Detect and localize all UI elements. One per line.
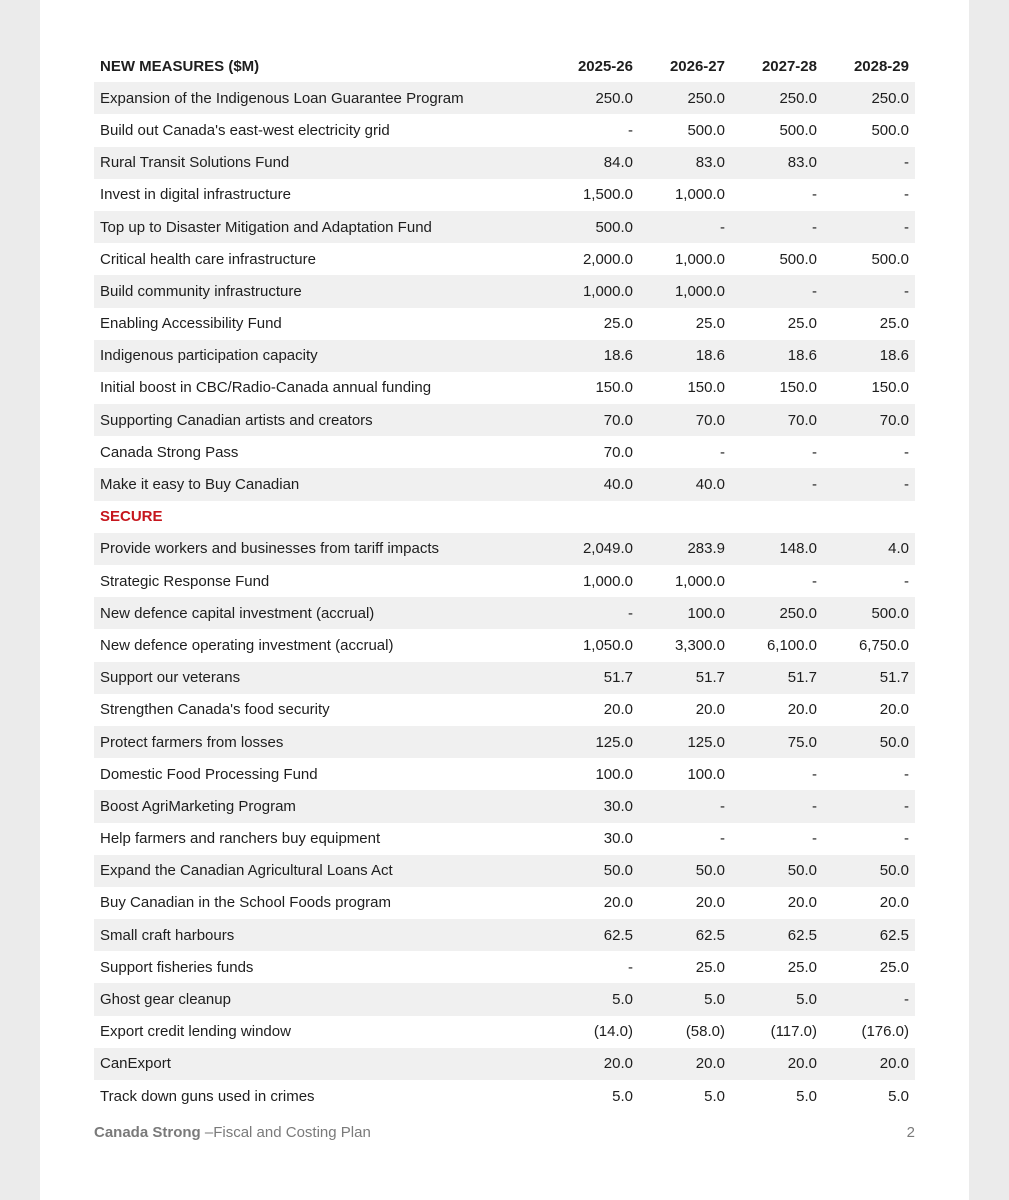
amount-cell: 148.0	[731, 533, 823, 565]
page-footer	[94, 1124, 915, 1141]
amount-cell: 25.0	[879, 315, 909, 333]
amount-cell: 51.7	[823, 662, 915, 694]
amount-cell: 1,500.0	[582, 186, 633, 204]
amount-cell: 1,000.0	[639, 275, 731, 307]
amount-cell: 18.6	[731, 340, 823, 372]
table-header-row	[94, 50, 915, 82]
amount-cell: -	[731, 275, 823, 307]
table-row	[94, 565, 915, 597]
amount-cell: 150.0	[779, 379, 817, 397]
amount-cell: 20.0	[695, 894, 725, 912]
year-header: 2025-26	[577, 57, 633, 75]
measure-label: Enabling Accessibility Fund	[100, 315, 282, 333]
amount-cell: -	[639, 211, 731, 243]
table-row	[94, 694, 915, 726]
amount-cell: (117.0)	[770, 1023, 817, 1041]
measure-label: Track down guns used in crimes	[100, 1087, 315, 1105]
amount-cell: 40.0	[547, 468, 639, 500]
amount-cell: 75.0	[731, 726, 823, 758]
measure-label: Buy Canadian in the School Foods program	[100, 894, 392, 912]
amount-cell: 20.0	[547, 1048, 639, 1080]
amount-cell: -	[812, 765, 817, 783]
table-row	[94, 855, 915, 887]
amount-cell: 250.0	[823, 82, 915, 114]
measure-label: Critical health care infrastructure	[100, 250, 316, 268]
measure-label: Invest in digital infrastructure	[100, 186, 291, 204]
amount-cell: 62.5	[547, 919, 639, 951]
amount-cell: -	[731, 211, 823, 243]
year-header: 2026-27	[669, 57, 725, 75]
amount-cell: 6,100.0	[766, 636, 817, 654]
amount-cell: 5.0	[704, 1087, 725, 1105]
amount-cell: 250.0	[731, 597, 823, 629]
amount-cell: 62.5	[731, 919, 823, 951]
year-header: 2027-28	[761, 57, 817, 75]
measure-label: Export credit lending window	[100, 1023, 291, 1041]
measure-label: Build out Canada's east-west electricity grid	[100, 121, 390, 139]
amount-cell: -	[904, 765, 909, 783]
amount-cell: 30.0	[603, 830, 633, 848]
table-row	[94, 983, 915, 1015]
amount-cell: -	[812, 572, 817, 590]
measure-label: Boost AgriMarketing Program	[94, 790, 547, 822]
measure-label: Ghost gear cleanup	[94, 983, 547, 1015]
table-header-label: NEW MEASURES ($M)	[100, 57, 260, 75]
amount-cell: 25.0	[787, 315, 817, 333]
amount-cell: -	[904, 572, 909, 590]
amount-cell: 30.0	[547, 790, 639, 822]
amount-cell: -	[823, 275, 915, 307]
amount-cell: 50.0	[823, 726, 915, 758]
table-row	[94, 308, 915, 340]
amount-cell: 50.0	[823, 855, 915, 887]
amount-cell: 25.0	[879, 958, 909, 976]
measure-label: New defence operating investment (accrual)	[100, 636, 394, 654]
amount-cell: 70.0	[547, 404, 639, 436]
amount-cell: 1,000.0	[582, 572, 633, 590]
amount-cell: 125.0	[547, 726, 639, 758]
amount-cell: 62.5	[823, 919, 915, 951]
amount-cell: 150.0	[871, 379, 909, 397]
amount-cell: 20.0	[787, 701, 817, 719]
amount-cell: 125.0	[639, 726, 731, 758]
amount-cell: -	[547, 597, 639, 629]
amount-cell: -	[904, 443, 909, 461]
year-header: 2028-29	[853, 57, 909, 75]
measure-label: Rural Transit Solutions Fund	[94, 147, 547, 179]
amount-cell: 500.0	[687, 121, 725, 139]
amount-cell: 5.0	[796, 1087, 817, 1105]
amount-cell: -	[823, 790, 915, 822]
amount-cell: 500.0	[823, 597, 915, 629]
table-row	[94, 790, 915, 822]
amount-cell: 50.0	[639, 855, 731, 887]
amount-cell: 5.0	[731, 983, 823, 1015]
amount-cell: 6,750.0	[858, 636, 909, 654]
measure-label: Supporting Canadian artists and creators	[94, 404, 547, 436]
table-row	[94, 243, 915, 275]
amount-cell: 20.0	[603, 894, 633, 912]
amount-cell: -	[812, 830, 817, 848]
amount-cell: 18.6	[823, 340, 915, 372]
table-body	[94, 82, 915, 1112]
amount-cell: 1,050.0	[582, 636, 633, 654]
amount-cell: -	[823, 147, 915, 179]
measure-label: Help farmers and ranchers buy equipment	[100, 830, 381, 848]
footer-subtitle: –Fiscal and Costing Plan	[204, 1124, 371, 1141]
amount-cell: 40.0	[639, 468, 731, 500]
table-row	[94, 1080, 915, 1112]
footer-brand: Canada Strong	[94, 1124, 201, 1141]
amount-cell: 25.0	[695, 315, 725, 333]
amount-cell: 4.0	[823, 533, 915, 565]
amount-cell: (176.0)	[861, 1023, 909, 1041]
amount-cell: 20.0	[731, 1048, 823, 1080]
amount-cell: 500.0	[547, 211, 639, 243]
amount-cell: 100.0	[639, 597, 731, 629]
table-row	[94, 82, 915, 114]
amount-cell: -	[812, 443, 817, 461]
measure-label: CanExport	[94, 1048, 547, 1080]
measure-label: New defence capital investment (accrual)	[94, 597, 547, 629]
measure-label: Top up to Disaster Mitigation and Adaptation Fund	[94, 211, 547, 243]
amount-cell: -	[628, 958, 633, 976]
amount-cell: -	[720, 443, 725, 461]
amount-cell: 283.9	[639, 533, 731, 565]
table-row	[94, 1016, 915, 1048]
table-row	[94, 662, 915, 694]
amount-cell: -	[731, 790, 823, 822]
table-row	[94, 404, 915, 436]
table-row	[94, 726, 915, 758]
amount-cell: 70.0	[731, 404, 823, 436]
measure-label: Initial boost in CBC/Radio-Canada annual funding	[100, 379, 432, 397]
amount-cell: 25.0	[787, 958, 817, 976]
amount-cell: 500.0	[779, 250, 817, 268]
measure-label: Provide workers and businesses from tariff impacts	[94, 533, 547, 565]
amount-cell: 50.0	[731, 855, 823, 887]
table-row	[94, 823, 915, 855]
new-measures-table	[94, 50, 915, 1112]
amount-cell: 20.0	[879, 894, 909, 912]
amount-cell: 51.7	[547, 662, 639, 694]
amount-cell: -	[731, 468, 823, 500]
amount-cell: 62.5	[639, 919, 731, 951]
amount-cell: -	[812, 186, 817, 204]
table-row	[94, 211, 915, 243]
section-title: SECURE	[100, 508, 163, 526]
amount-cell: 20.0	[603, 701, 633, 719]
table-row	[94, 436, 915, 468]
amount-cell: 51.7	[639, 662, 731, 694]
amount-cell: 51.7	[731, 662, 823, 694]
measure-label: Build community infrastructure	[94, 275, 547, 307]
table-row	[94, 533, 915, 565]
amount-cell: 5.0	[888, 1087, 909, 1105]
table-row	[94, 919, 915, 951]
table-row	[94, 1048, 915, 1080]
amount-cell: 100.0	[687, 765, 725, 783]
amount-cell: 20.0	[823, 1048, 915, 1080]
amount-cell: 1,000.0	[674, 186, 725, 204]
measure-label: Strategic Response Fund	[100, 572, 270, 590]
amount-cell: 250.0	[731, 82, 823, 114]
measure-label: Protect farmers from losses	[94, 726, 547, 758]
amount-cell: 250.0	[639, 82, 731, 114]
amount-cell: (58.0)	[685, 1023, 725, 1041]
measure-label: Expand the Canadian Agricultural Loans Act	[94, 855, 547, 887]
amount-cell: 250.0	[547, 82, 639, 114]
amount-cell: 5.0	[612, 1087, 633, 1105]
measure-label: Expansion of the Indigenous Loan Guarantee Program	[94, 82, 547, 114]
table-row	[94, 597, 915, 629]
amount-cell: 5.0	[639, 983, 731, 1015]
amount-cell: 2,000.0	[582, 250, 633, 268]
table-row	[94, 114, 915, 146]
table-row	[94, 372, 915, 404]
table-row	[94, 951, 915, 983]
amount-cell: 70.0	[823, 404, 915, 436]
table-row	[94, 629, 915, 661]
amount-cell: 3,300.0	[674, 636, 725, 654]
measure-label: Small craft harbours	[94, 919, 547, 951]
table-row	[94, 275, 915, 307]
measure-label: Make it easy to Buy Canadian	[94, 468, 547, 500]
table-row	[94, 147, 915, 179]
amount-cell: 25.0	[603, 315, 633, 333]
amount-cell: 18.6	[639, 340, 731, 372]
amount-cell: 20.0	[879, 701, 909, 719]
amount-cell: 1,000.0	[674, 572, 725, 590]
amount-cell: 1,000.0	[547, 275, 639, 307]
amount-cell: -	[720, 830, 725, 848]
amount-cell: 84.0	[547, 147, 639, 179]
amount-cell: 500.0	[779, 121, 817, 139]
measure-label: Domestic Food Processing Fund	[100, 765, 318, 783]
amount-cell: -	[904, 830, 909, 848]
amount-cell: -	[823, 983, 915, 1015]
amount-cell: 20.0	[639, 1048, 731, 1080]
amount-cell: 70.0	[639, 404, 731, 436]
table-row	[94, 340, 915, 372]
measure-label: Support our veterans	[94, 662, 547, 694]
document-page	[40, 0, 969, 1200]
table-row	[94, 758, 915, 790]
amount-cell: 100.0	[595, 765, 633, 783]
table-row	[94, 887, 915, 919]
table-row	[94, 468, 915, 500]
amount-cell: 20.0	[695, 701, 725, 719]
amount-cell: 83.0	[639, 147, 731, 179]
amount-cell: 20.0	[787, 894, 817, 912]
table-row	[94, 179, 915, 211]
amount-cell: 83.0	[731, 147, 823, 179]
amount-cell: 500.0	[871, 250, 909, 268]
amount-cell: -	[823, 468, 915, 500]
amount-cell: 150.0	[595, 379, 633, 397]
measure-label: Indigenous participation capacity	[94, 340, 547, 372]
measure-label: Support fisheries funds	[100, 958, 254, 976]
amount-cell: 500.0	[871, 121, 909, 139]
page-number: 2	[906, 1124, 915, 1141]
amount-cell: -	[639, 790, 731, 822]
amount-cell: 18.6	[547, 340, 639, 372]
amount-cell: -	[628, 121, 633, 139]
amount-cell: 1,000.0	[674, 250, 725, 268]
amount-cell: 150.0	[687, 379, 725, 397]
measure-label: Strengthen Canada's food security	[100, 701, 330, 719]
amount-cell: (14.0)	[593, 1023, 633, 1041]
amount-cell: -	[823, 211, 915, 243]
section-header-row	[94, 501, 915, 533]
amount-cell: 50.0	[547, 855, 639, 887]
amount-cell: 5.0	[547, 983, 639, 1015]
amount-cell: -	[904, 186, 909, 204]
amount-cell: 25.0	[695, 958, 725, 976]
amount-cell: 2,049.0	[547, 533, 639, 565]
amount-cell: 70.0	[603, 443, 633, 461]
measure-label: Canada Strong Pass	[100, 443, 239, 461]
